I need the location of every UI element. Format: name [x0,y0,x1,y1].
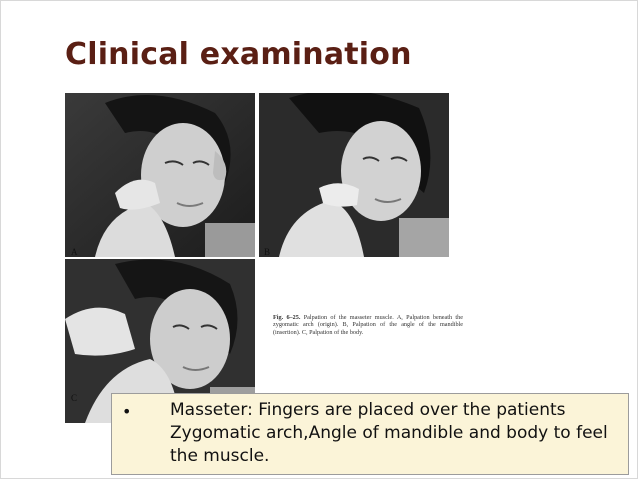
bullet-marker: • [122,402,132,421]
figure-caption-text: Palpation of the masseter muscle. A, Palpation beneath the zygomatic arch (origin). B, Palpation of the angle of the mandible (insertion). C, Palpation of the body. [273,314,463,336]
bullet-textbox [111,393,629,475]
photo-letter-c: C [71,393,78,403]
photo-letter-a: A [71,247,78,257]
figure-caption [273,314,463,336]
slide-title: Clinical examination [65,37,412,72]
bullet-text: Masseter: Fingers are placed over the patients Zygomatic arch,Angle of mandible and body to feel the muscle. [170,400,608,466]
photo-image [259,93,449,257]
photo-image [65,93,255,257]
photo-palpation-angle [259,93,449,257]
photo-palpation-origin [65,93,255,257]
photo-letter-b: B [264,247,271,257]
figure-caption-label: Fig. 6–25. [273,314,301,321]
